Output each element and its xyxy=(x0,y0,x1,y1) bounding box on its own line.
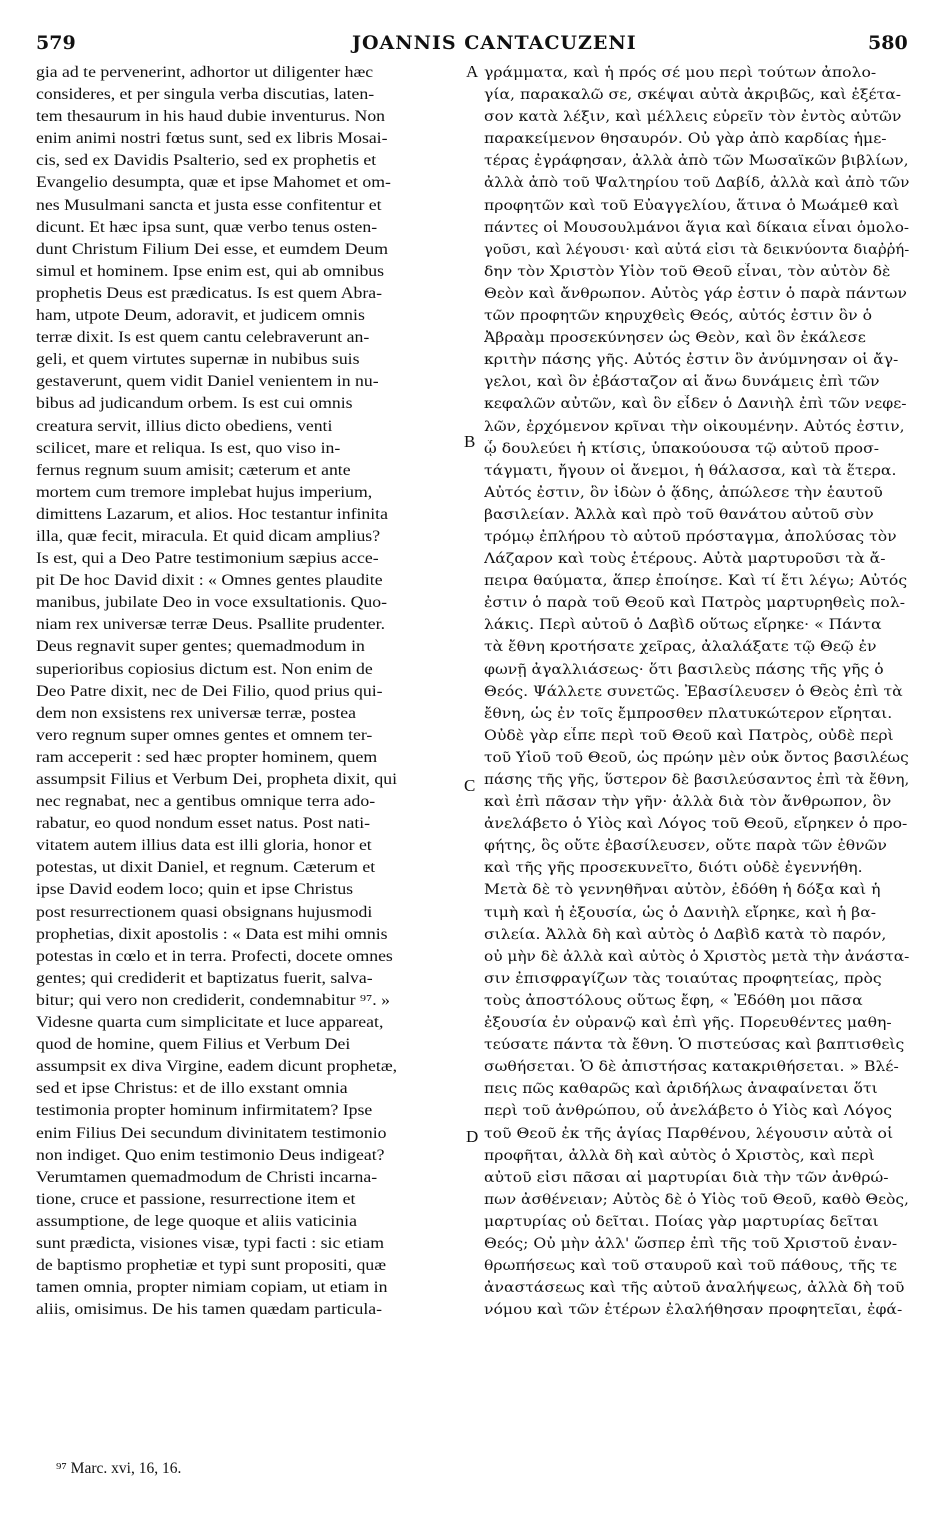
greek-text-line: γία, παρακαλῶ σε, σκέψαι αὐτὰ ἀκριβῶς, καὶ ἐξέτα- xyxy=(484,87,902,104)
section-marker-c: C xyxy=(464,776,476,795)
greek-text-line: νόμου καὶ τῶν ἑτέρων ἐλαλήθησαν προφητεῖαι, ἐφά- xyxy=(484,1302,903,1319)
latin-text-line: scilicet, mare et reliqua. Is est, quo viso in- xyxy=(36,439,341,457)
latin-text-line: sunt prædicta, visiones visæ, typi facti : sic etiam xyxy=(36,1234,385,1252)
latin-text-line: dem non exsistens rex universæ terræ, postea xyxy=(36,704,357,722)
greek-text-line: προφῆται, ἀλλὰ δὴ καὶ αὐτὸς ὁ Χριστὸς, καὶ περὶ xyxy=(484,1147,875,1164)
latin-text-line: gia ad te pervenerint, adhortor ut diligenter hæc xyxy=(36,64,374,81)
section-marker-a: A xyxy=(466,62,479,81)
latin-text-line: vitatem autem illius data est illi gloria, honor et xyxy=(36,837,372,855)
greek-text-line: ἔθνη, ὡς ἐν τοῖς ἔμπροσθεν πλατυκώτερον εἴρηται. xyxy=(484,705,893,722)
greek-text-line: φωνῇ ἀγαλλιάσεως· ὅτι βασιλεὺς πάσης τῆς γῆς ὁ xyxy=(484,661,884,678)
latin-text-line: cis, sed ex Davidis Psalterio, sed ex prophetis et xyxy=(36,152,377,170)
footnote: ⁹⁷ Marc. xvi, 16, 16. xyxy=(56,1460,182,1477)
greek-text-line: αὐτοῦ εἰσι πᾶσαι αἱ μαρτυρίαι διὰ τὴν τῶν ἀνθρώ- xyxy=(484,1169,889,1186)
greek-text-line: Οὐδὲ γὰρ εἶπε περὶ τοῦ Θεοῦ καὶ Πατρὸς, οὐδὲ περὶ xyxy=(484,727,894,744)
latin-text-line: superioribus copiosius dictum est. Non enim de xyxy=(36,660,373,678)
latin-text-line: gestaverunt, quem vidit Daniel venientem in nu- xyxy=(36,373,379,391)
greek-text-line: ᾧ δουλεύει ἡ κτίσις, ὑπακούουσα τῷ αὐτοῦ προσ- xyxy=(484,440,880,457)
latin-text-line: dunt Christum Filium Dei esse, et eumdem Deum xyxy=(36,240,388,258)
latin-text-line: vero regnum super omnes gentes et omnem ter- xyxy=(36,726,373,744)
latin-text-line: niam rex universæ terræ Deus. Psallite prudenter. xyxy=(36,616,385,634)
latin-text-line: tem thesaurum in his haud dubie inventurus. Non xyxy=(36,108,386,126)
latin-text-line: ram acceperit : sed hæc propter hominem, quem xyxy=(36,748,378,766)
latin-text-line: gentes; qui crediderit et baptizatus fuerit, salva- xyxy=(36,969,373,987)
latin-text-line: nec regnabat, nec a gentibus omnique terra ado- xyxy=(36,793,376,811)
greek-text-line: κεφαλῶν αὐτῶν, καὶ ὃν εἶδεν ὁ Δανιὴλ ἐπὶ τῶν νεφε- xyxy=(484,396,907,413)
right-page-number: 580 xyxy=(868,32,908,54)
greek-text-line: σιλεία. Ἀλλὰ δὴ καὶ αὐτὸς ὁ Δαβὶδ κατὰ τὸ παρόν, xyxy=(484,926,887,943)
greek-text-line: λάκις. Περὶ αὐτοῦ ὁ Δαβὶδ οὕτως εἴρηκε· « Πάντα xyxy=(484,617,882,634)
greek-text-line: τὰ ἔθνη κροτήσατε χεῖρας, ἀλαλάξατε τῷ Θεῷ ἐν xyxy=(484,639,877,656)
latin-text-line: enim animi nostri fœtus sunt, sed ex libris Mosai- xyxy=(36,130,388,148)
greek-text-line: μαρτυρίας οὐ δεῖται. Ποίας γὰρ μαρτυρίας δεῖται xyxy=(484,1213,879,1230)
latin-text-line: potestas in cœlo et in terra. Profecti, docete omnes xyxy=(36,947,393,965)
latin-text-line: aliis, omisimus. De his tamen quædam particula- xyxy=(36,1301,383,1319)
latin-text-line: assumptione, de lege quoque et aliis vaticinia xyxy=(36,1212,357,1230)
greek-text-line: τοὺς ἀποστόλους οὕτως ἔφη, « Ἐδόθη μοι πᾶσα xyxy=(484,992,863,1009)
greek-text-line: τέρας ἐγράφησαν, ἀλλὰ ἀπὸ τῶν Μωσαϊκῶν βιβλίων, xyxy=(484,153,909,170)
greek-text-line: βασιλείαν. Ἀλλὰ καὶ πρὸ τοῦ θανάτου αὐτοῦ σὺν xyxy=(484,506,874,523)
greek-text-line: Θεός; Οὐ μὴν ἀλλ' ὥσπερ ἐπὶ τῆς τοῦ Χριστοῦ ἐναν- xyxy=(484,1235,898,1252)
greek-text-line: προφητῶν καὶ τοῦ Εὐαγγελίου, ἅτινα ὁ Μωάμεθ καὶ xyxy=(484,197,900,214)
latin-text-line: nes Musulmani sancta et justa esse confitentur et xyxy=(36,196,382,214)
latin-text-line: creatura servit, illius dicto obediens, venti xyxy=(36,417,333,435)
latin-text-line: pit De hoc David dixit : « Omnes gentes plaudite xyxy=(36,572,383,590)
latin-text-line: bitur; qui vero non crediderit, condemnabitur ⁹⁷. » xyxy=(36,991,390,1009)
greek-text-line: θρωπήσεως καὶ τοῦ σταυροῦ καὶ τοῦ πάθους, τῆς τε xyxy=(484,1258,897,1275)
greek-text-line: Ἀβραὰμ προσεκύνησεν ὡς Θεὸν, καὶ ὃν ἐκάλεσε xyxy=(484,330,866,347)
latin-text-line: Evangelio desumpta, quæ et ipse Mahomet et om- xyxy=(36,174,391,192)
greek-text-line: φήτης, ὃς οὔτε ἐβασίλευσεν, οὔτε παρὰ τῶν ἐθνῶν xyxy=(484,838,887,855)
latin-text-line: prophetis Deus est prædicatus. Is est quem Abra- xyxy=(36,284,383,302)
greek-text-line: παρακείμενον θησαυρόν. Οὐ γὰρ ἀπὸ καρδίας ἡμε- xyxy=(484,131,887,148)
greek-text-line: ἀναστάσεως καὶ τῆς αὐτοῦ ἀναλήψεως, ἀλλὰ δὴ τοῦ xyxy=(484,1280,905,1297)
left-page-number: 579 xyxy=(36,32,76,54)
greek-text-line: ἀνελάβετο ὁ Υἱὸς καὶ Λόγος τοῦ Θεοῦ, εἴρηκεν ὁ προ- xyxy=(484,816,908,833)
latin-text-line: assumpsit Filius et Verbum Dei, propheta dixit, qui xyxy=(36,771,398,788)
running-title: JOANNIS CANTACUZENI xyxy=(352,32,637,54)
greek-text-line: τρόμῳ ἐπλήρου τὸ αὐτοῦ πρόσταγμα, ἀπολύσας τὸν xyxy=(484,528,897,545)
latin-text-line: Deo Patre dixit, nec de Dei Filio, quod prius qui- xyxy=(36,682,383,700)
latin-text-line: ham, utpote Deum, adoravit, et judicem omnis xyxy=(36,307,365,325)
latin-text-line: quod de homine, quem Filius et Verbum Dei xyxy=(36,1036,351,1054)
greek-text-line: καὶ τῆς γῆς προσεκυνεῖτο, διότι οὐδὲ ἐγεννήθη. xyxy=(484,860,863,877)
latin-text-line: terræ dixit. Is est quem cantu celebraverunt an- xyxy=(36,329,370,347)
latin-text-line: non indiget. Quo enim testimonio Deus indigeat? xyxy=(36,1146,385,1164)
latin-text-line: Is est, qui a Deo Patre testimonium sæpius acce- xyxy=(36,550,379,568)
greek-text-line: γελοι, καὶ ὃν ἐβάσταζον αἱ ἄνω δυνάμεις ἐπὶ τῶν xyxy=(484,374,880,391)
latin-text-line: fernus regnum suum amisit; cæterum et ante xyxy=(36,461,351,479)
greek-text-line: πάντες οἱ Μουσουλμάνοι ἅγια καὶ δίκαια εἶναι ὁμολο- xyxy=(484,219,909,236)
greek-text-line: καὶ ἐπὶ πᾶσαν τὴν γῆν· ἀλλὰ διὰ τὸν ἄνθρωπον, ὃν xyxy=(484,794,892,811)
greek-text-line: σιν ἐπισφραγίζων τὰς τοιαύτας προφητείας, πρὸς xyxy=(484,970,882,987)
greek-text-line: πων ἀσθένειαν; Αὐτὸς δὲ ὁ Υἱὸς τοῦ Θεοῦ, καθὸ Θεὸς, xyxy=(484,1191,909,1208)
latin-text-line: post resurrectionem quasi obsignans hujusmodi xyxy=(36,903,373,921)
greek-column xyxy=(484,62,909,1321)
greek-text-line: ἐστιν ὁ παρὰ τοῦ Θεοῦ καὶ Πατρὸς μαρτυρηθεὶς πολ- xyxy=(484,595,906,612)
greek-text-line: τοῦ Υἱοῦ τοῦ Θεοῦ, ὡς πρώην μὲν οὐκ ὄντος βασιλέως xyxy=(484,749,909,766)
greek-text-line: οὐ μὴν δὲ ἀλλὰ καὶ αὐτὸς ὁ Χριστὸς μετὰ τὴν ἀνάστα- xyxy=(484,948,909,965)
greek-text-line: Μετὰ δὲ τὸ γεννηθῆναι αὐτὸν, ἐδόθη ἡ δόξα καὶ ἡ xyxy=(484,882,881,899)
latin-text-line: simul et hominem. Ipse enim est, qui ab omnibus xyxy=(36,262,385,280)
latin-text-line: illa, quæ fecit, miracula. Et quid dicam amplius? xyxy=(36,527,381,545)
greek-text-line: λῶν, ἐρχόμενον κρῖναι τὴν οἰκουμένην. Αὐτός ἐστιν, xyxy=(484,418,905,435)
greek-text-line: τάγματι, ἤγουν οἱ ἄνεμοι, ἡ θάλασσα, καὶ τὰ ἕτερα. xyxy=(484,462,897,479)
latin-text-line: Videsne quarta cum simplicitate et luce appareat, xyxy=(36,1014,384,1032)
latin-text-line: rabatur, eo quod nondum esset natus. Post nati- xyxy=(36,815,371,833)
greek-text-line: τῶν προφητῶν κηρυχθεὶς Θεός, αὐτός ἐστιν ὃν ὁ xyxy=(484,308,873,325)
latin-text-line: prophetias, dixit apostolis : « Data est mihi omnis xyxy=(36,925,388,943)
section-marker-b: B xyxy=(464,432,476,451)
latin-text-line: mortem cum tremore implebat hujus imperium, xyxy=(36,483,373,501)
greek-text-line: Θεός. Ψάλλετε συνετῶς. Ἐβασίλευσεν ὁ Θεὸς ἐπὶ τὰ xyxy=(484,683,903,700)
latin-text-line: de baptismo prophetiæ et typi sunt propositi, quæ xyxy=(36,1257,387,1275)
greek-text-line: πειρα θαύματα, ἅπερ ἐποίησε. Καὶ τί ἔτι λέγω; Αὐτός xyxy=(484,573,908,590)
latin-text-line: tione, cruce et passione, resurrectione item et xyxy=(36,1190,356,1208)
latin-text-line: testimonia propter hominum infirmitatem? Ipse xyxy=(36,1102,373,1120)
latin-text-line: manibus, jubilate Deo in voce exsultationis. Quo- xyxy=(36,594,387,612)
greek-text-line: γράμματα, καὶ ἡ πρός σέ μου περὶ τούτων ἀπολο- xyxy=(484,65,877,81)
latin-text-line: dimittens Lazarum, et alios. Hoc testantur infinita xyxy=(36,505,388,523)
latin-text-line: consideres, et per singula verba discutias, laten- xyxy=(36,86,375,104)
greek-text-line: Αὐτός ἐστιν, ὃν ἰδὼν ὁ ᾅδης, ἀπώλεσε τὴν ἑαυτοῦ xyxy=(484,484,883,501)
latin-text-line: assumpsit ex diva Virgine, eadem dicunt prophetæ, xyxy=(36,1058,398,1076)
section-marker-d: D xyxy=(466,1127,479,1146)
latin-text-line: geli, et quem virtutes supernæ in nubibus suis xyxy=(36,351,360,369)
greek-text-line: σωθήσεται. Ὁ δὲ ἀπιστήσας κατακριθήσεται. » Βλέ- xyxy=(484,1059,899,1076)
greek-text-line: τιμὴ καὶ ἡ ἐξουσία, ὡς ὁ Δανιὴλ εἴρηκε, καὶ ἡ βα- xyxy=(484,904,877,921)
latin-column xyxy=(36,62,466,1321)
greek-text-line: ἀλλὰ ἀπὸ τοῦ Ψαλτηρίου τοῦ Δαβίδ, ἀλλὰ καὶ ἀπὸ τῶν xyxy=(484,175,909,192)
latin-text-line: ipse David eodem loco; quin et ipse Christus xyxy=(36,881,354,899)
greek-text-line: τεύσατε πάντα τὰ ἔθνη. Ὁ πιστεύσας καὶ βαπτισθεὶς xyxy=(484,1037,905,1054)
greek-text-line: πεις πῶς καθαρῶς καὶ ἀριδήλως ἀναφαίνεται ὅτι xyxy=(484,1081,878,1098)
greek-text-line: πάσης τῆς γῆς, ὕστερον δὲ βασιλεύσαντος ἐπὶ τὰ ἔθνη, xyxy=(484,772,909,788)
latin-text-line: sed et ipse Christus: et de illo exstant omnia xyxy=(36,1080,348,1098)
latin-text-line: Deus regnavit super gentes; quemadmodum in xyxy=(36,638,365,656)
greek-text-line: Λάζαρον καὶ τοὺς ἑτέρους. Αὐτὰ μαρτυροῦσι τὰ ἄ- xyxy=(484,551,886,568)
greek-text-line: γοῦσι, καὶ λέγουσι· καὶ αὐτά εἰσι τὰ δεικνύοντα διαῤῥή- xyxy=(484,241,909,258)
latin-text-line: potestas, ut dixit Daniel, et regnum. Cæterum et xyxy=(36,859,376,877)
greek-text-line: περὶ τοῦ ἀνθρώπου, οὗ ἀνελάβετο ὁ Υἱὸς καὶ Λόγος xyxy=(484,1103,893,1120)
latin-text-line: enim Filius Dei secundum divinitatem testimonio xyxy=(36,1124,387,1142)
latin-text-line: Verumtamen quemadmodum de Christi incarna- xyxy=(36,1168,378,1186)
greek-text-line: Θεὸν καὶ ἄνθρωπον. Αὐτὸς γάρ ἐστιν ὁ παρὰ πάντων xyxy=(484,285,907,302)
latin-text-line: dicunt. Et hæc ipsa sunt, quæ verbo tenus osten- xyxy=(36,218,378,236)
greek-text-line: ἐξουσία ἐν οὐρανῷ καὶ ἐπὶ γῆς. Πορευθέντες μαθη- xyxy=(484,1015,892,1032)
latin-text-line: bibus ad judicandum orbem. Is est cui omnis xyxy=(36,395,353,413)
greek-text-line: δην τὸν Χριστὸν Υἱὸν τοῦ Θεοῦ εἶναι, τὸν αὐτὸν δὲ xyxy=(484,263,891,280)
greek-text-line: σον κατὰ λέξιν, καὶ μέλλεις εὑρεῖν τὸν ἐντὸς αὐτῶν xyxy=(484,109,902,126)
latin-text-line: tamen omnia, propter nimiam copiam, ut etiam in xyxy=(36,1279,388,1297)
greek-text-line: τοῦ Θεοῦ ἐκ τῆς ἁγίας Παρθένου, λέγουσιν αὐτὰ οἱ xyxy=(484,1125,894,1142)
greek-text-line: κριτὴν πάσης γῆς. Αὐτός ἐστιν ὃν ἀνύμνησαν οἱ ἄγ- xyxy=(484,352,899,369)
